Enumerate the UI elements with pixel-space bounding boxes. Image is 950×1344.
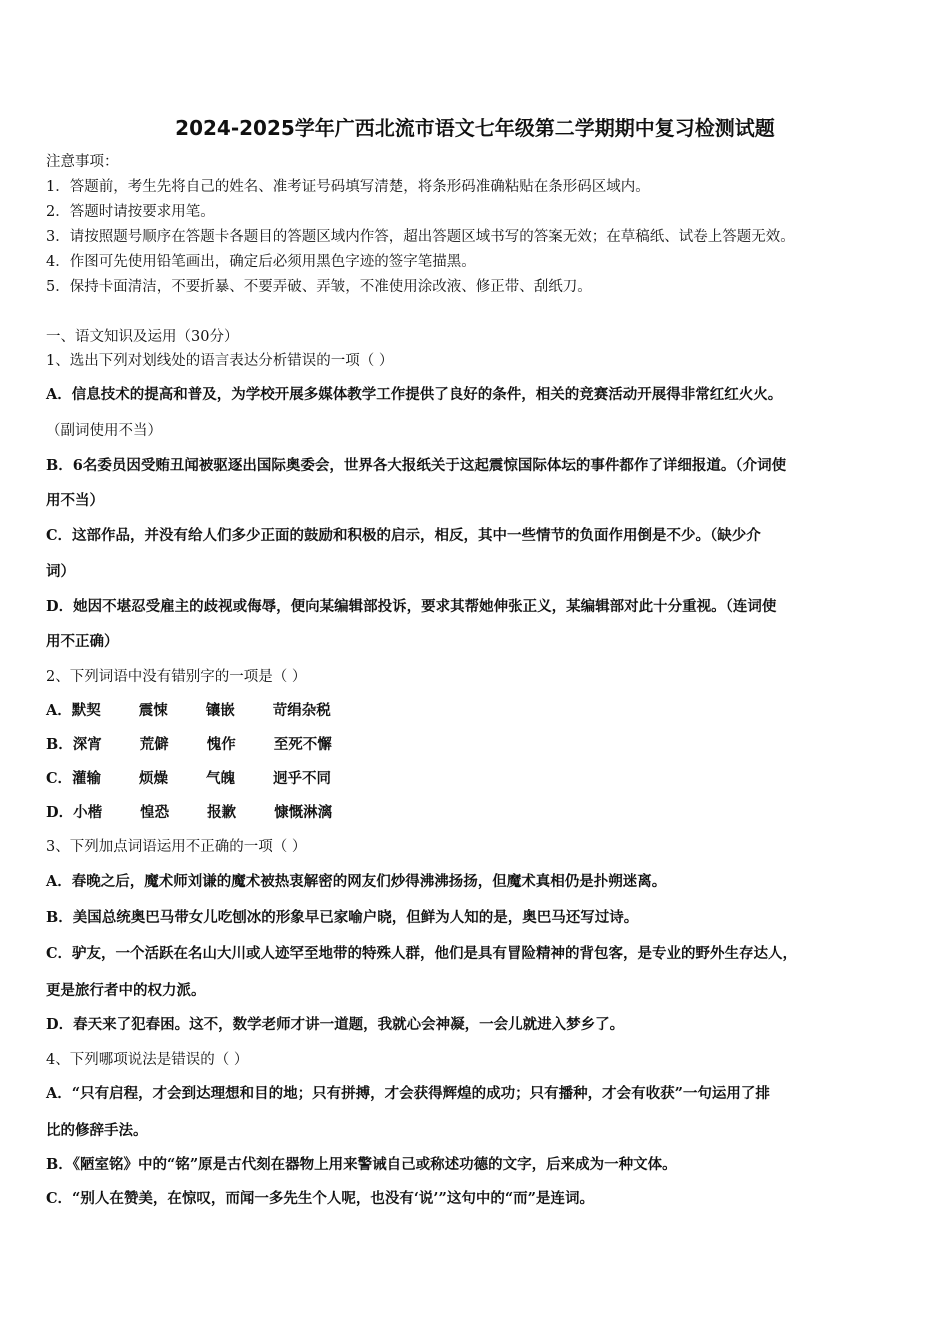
option-word: 迥乎不同	[273, 770, 332, 787]
option-word: 气魄	[206, 770, 236, 787]
option-label: B．	[46, 736, 73, 753]
notice-item: 1．答题前，考生先将自己的姓名、准考证号码填写清楚，将条形码准确粘贴在条形码区域内。	[46, 179, 650, 195]
option-text: （副词使用不当）	[46, 423, 162, 439]
option-text: A．“只有启程，才会到达理想和目的地；只有拼搏，才会获得辉煌的成功；只有播种，才会有收获”一句运用了排	[46, 1085, 770, 1102]
page-title: 2024-2025学年广西北流市语文七年级第二学期期中复习检测试题	[175, 116, 775, 140]
word-option	[46, 769, 916, 789]
word-option	[46, 735, 916, 755]
question-stem: 2、下列词语中没有错别字的一项是（ ）	[46, 669, 307, 685]
option-word: 报歉	[207, 804, 237, 821]
option-label: C．	[46, 770, 73, 787]
notice-item: 2．答题时请按要求用笔。	[46, 204, 215, 220]
option-text: 用不正确）	[46, 633, 119, 650]
option-text: B．美国总统奥巴马带女儿吃刨冰的形象早已家喻户晓，但鲜为人知的是，奥巴马还写过诗。	[46, 909, 639, 926]
notice-heading: 注意事项：	[46, 154, 119, 170]
option-word: 荒僻	[139, 736, 169, 753]
notice-item: 3．请按照题号顺序在答题卡各题目的答题区域内作答，超出答题区域书写的答案无效；在草稿纸、试卷上答题无效。	[46, 229, 795, 245]
option-word: 愧作	[206, 736, 236, 753]
option-word: 深宵	[72, 736, 102, 753]
option-text: C．驴友，一个活跃在名山大川或人迹罕至地带的特殊人群，他们是具有冒险精神的背包客，是专业的野外生存达人，	[46, 945, 798, 962]
option-label: A．	[46, 702, 72, 719]
option-text: C．“别人在赞美，在惊叹，而闻一多先生个人呢，也没有‘说’”这句中的“而”是连词。	[46, 1190, 594, 1207]
option-word: 慷慨淋漓	[274, 804, 333, 821]
option-word: 震悚	[138, 702, 168, 719]
option-text: D．春天来了犯春困。这不，数学老师才讲一道题，我就心会神凝，一会儿就进入梦乡了。	[46, 1016, 625, 1033]
option-text: A．信息技术的提高和普及，为学校开展多媒体教学工作提供了良好的条件，相关的竞赛活动开展得非常红红火火。	[46, 386, 783, 403]
question-stem: 1、选出下列对划线处的语言表达分析错误的一项（ ）	[46, 353, 394, 369]
section-heading: 一、语文知识及运用（30分）	[46, 329, 239, 345]
option-label: D．	[46, 804, 74, 821]
word-option	[46, 701, 916, 721]
option-text: B．6名委员因受贿丑闻被驱逐出国际奥委会，世界各大报纸关于这起震惊国际体坛的事件都作了详细报道。（介词使	[46, 457, 787, 474]
option-word: 惶恐	[140, 804, 170, 821]
word-option	[46, 803, 916, 823]
notice-item: 4．作图可先使用铅笔画出，确定后必须用黑色字迹的签字笔描黑。	[46, 254, 476, 270]
option-text: A．春晚之后，魔术师刘谦的魔术被热衷解密的网友们炒得沸沸扬扬，但魔术真相仍是扑朔迷离。	[46, 873, 667, 890]
option-word: 苛绢杂税	[272, 702, 331, 719]
option-word: 灌输	[72, 770, 102, 787]
option-text: D．她因不堪忍受雇主的歧视或侮辱，便向某编辑部投诉，要求其帮她伸张正义，某编辑部对此十分重视。（连词使	[46, 598, 777, 615]
option-text: 用不当）	[46, 492, 104, 509]
option-text: 词）	[46, 563, 75, 580]
option-text: B．《陋室铭》中的“铭”原是古代刻在器物上用来警诫自己或称述功德的文字，后来成为一种文体。	[46, 1156, 677, 1173]
question-stem: 4、下列哪项说法是错误的（ ）	[46, 1052, 249, 1068]
notice-item: 5．保持卡面清洁，不要折暴、不要弄破、弄皱，不准使用涂改液、修正带、刮纸刀。	[46, 279, 592, 295]
option-text: 比的修辞手法。	[46, 1122, 148, 1139]
option-word: 至死不懈	[273, 736, 332, 753]
option-word: 默契	[71, 702, 101, 719]
question-stem: 3、下列加点词语运用不正确的一项（ ）	[46, 839, 307, 855]
option-word: 小楷	[73, 804, 103, 821]
option-text: C．这部作品，并没有给人们多少正面的鼓励和积极的启示，相反，其中一些情节的负面作用倒是不少。（缺少介	[46, 527, 761, 544]
option-word: 镶嵌	[205, 702, 235, 719]
option-word: 烦燥	[139, 770, 169, 787]
option-text: 更是旅行者中的权力派。	[46, 982, 206, 999]
